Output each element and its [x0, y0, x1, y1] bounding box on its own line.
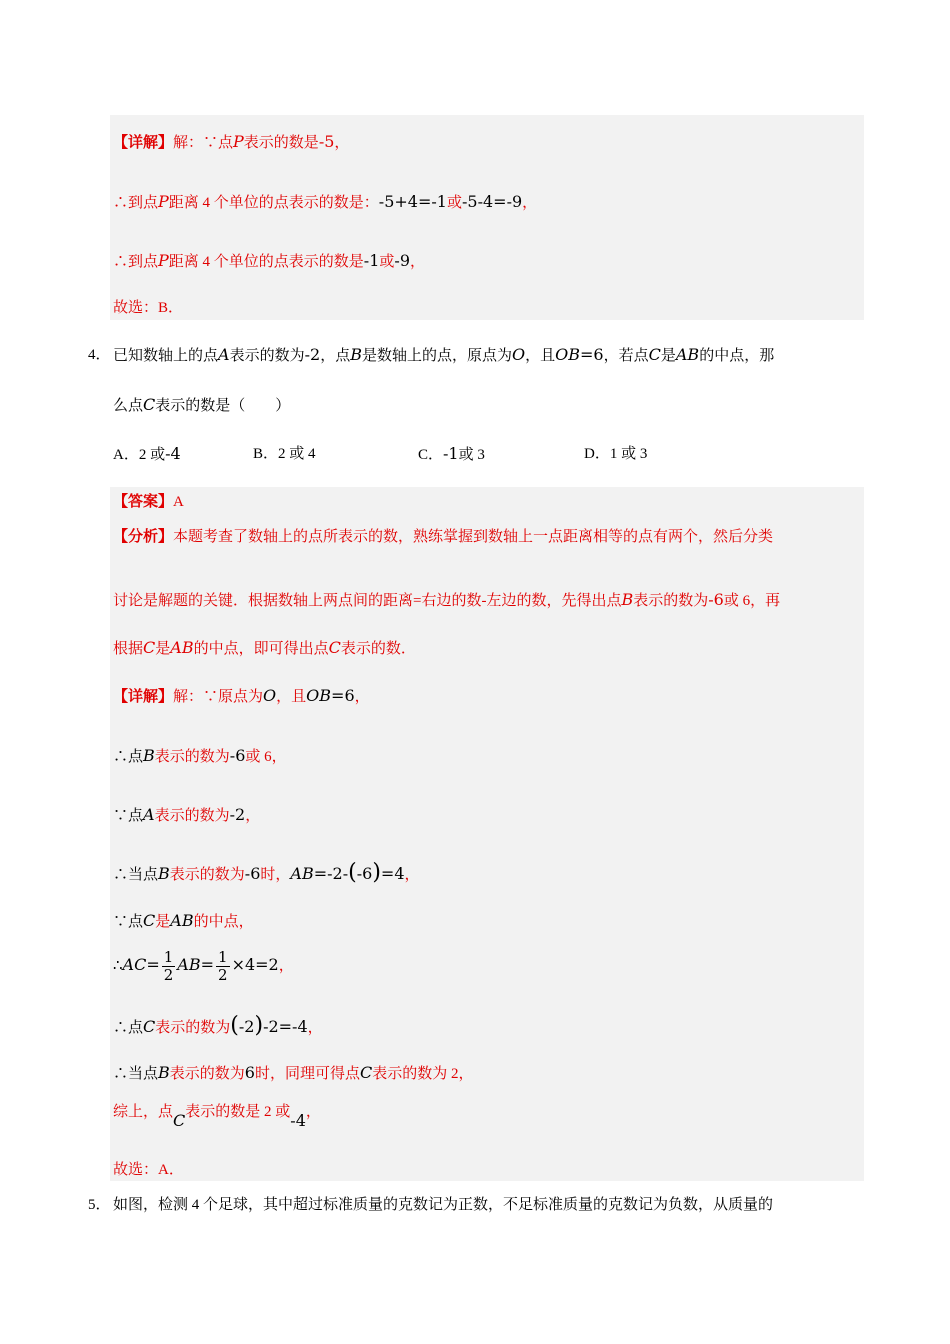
option-c: C．-1或 3 — [418, 444, 485, 463]
detail-line5: ∵点C是AB的中点， — [113, 911, 254, 930]
analysis-line2: 讨论是解题的关键．根据数轴上两点间的距离=右边的数-左边的数，先得出点B表示的数为-6或 6，再 — [113, 590, 781, 609]
analysis-line3: 根据C是AB的中点，即可得出点C表示的数． — [113, 638, 416, 657]
detail-line8: ∴当点B表示的数为6时，同理可得点C表示的数为 2， — [113, 1063, 474, 1082]
detail-tag: 【详解】 — [113, 135, 174, 151]
detail-line7: ∴点C表示的数为(-2)-2=-4， — [113, 1013, 323, 1038]
option-b: B．2 或 4 — [253, 446, 316, 462]
detail-line10: 故选：A． — [113, 1162, 184, 1178]
fraction-one-half: $\frac{1}{2}$ — [163, 948, 174, 985]
box1-line4: 故选：B． — [113, 300, 184, 316]
box1-line1: 【详解】解：∵点P表示的数是-5， — [113, 132, 350, 151]
answer-line: 【答案】A — [113, 494, 184, 510]
box1-line3: ∴到点P距离 4 个单位的点表示的数是-1或-9， — [113, 251, 426, 270]
answer-tag: 【答案】 — [113, 494, 174, 510]
analysis-line1: 【分析】本题考查了数轴上的点所表示的数，熟练掌握到数轴上一点距离相等的点有两个，然后分类 — [113, 529, 774, 545]
analysis-tag: 【分析】 — [113, 529, 174, 545]
detail-line3: ∵点A表示的数为-2， — [113, 805, 261, 824]
option-a: A．2 或-4 — [113, 444, 181, 463]
detail-line4: ∴当点B表示的数为-6时，AB=-2-(-6)=4， — [113, 860, 420, 885]
detail-line9: 综上，点C表示的数是 2 或-4， — [113, 1104, 321, 1130]
option-d: D．1 或 3 — [584, 446, 648, 462]
detail-tag-2: 【详解】 — [113, 689, 174, 705]
detail-line6: ∴AC= $\frac{1}{2}$ AB= $\frac{1}{2}$ ×4=2， — [113, 948, 294, 985]
question-4-number: 4． — [88, 347, 111, 363]
question-4-line2: 么点C表示的数是（ ） — [113, 395, 291, 414]
question-5-number: 5． — [88, 1197, 111, 1213]
detail-line1: 【详解】解：∵原点为O，且OB=6， — [113, 686, 370, 705]
question-5-text: 如图，检测 4 个足球，其中超过标准质量的克数记为正数，不足标准质量的克数记为负数，从质量的 — [113, 1197, 774, 1213]
fraction-one-half-2: $\frac{1}{2}$ — [218, 948, 228, 985]
box1-line2: ∴到点P距离 4 个单位的点表示的数是：-5+4=-1或-5-4=-9， — [113, 192, 538, 211]
question-4-line1: 已知数轴上的点A表示的数为-2，点B是数轴上的点，原点为O，且OB=6，若点C是AB的中点，那 — [113, 345, 775, 364]
detail-line2: ∴点B表示的数为-6或 6， — [113, 746, 287, 765]
